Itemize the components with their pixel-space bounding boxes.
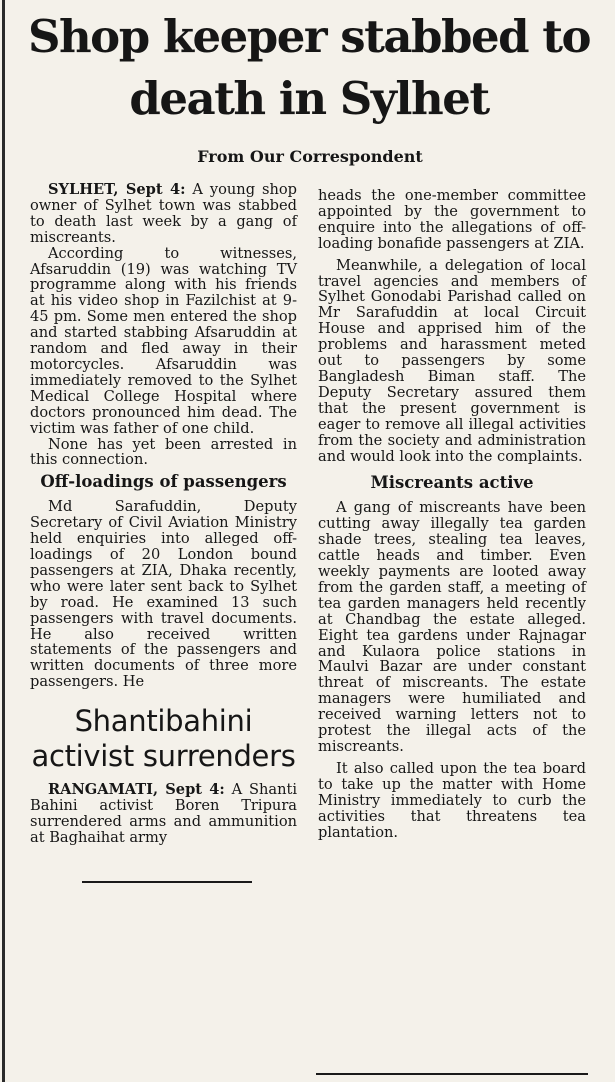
body-paragraph: Meanwhile, a delegation of local travel agencies and members of Sylhet Gonodabi Parishad called on Mr Sarafuddin at local Circuit House and apprised him of the problems and harassment meted out to passengers by some Bangladesh Biman staff. The Deputy Secretary assured them that the present government is eager to remove all illegal activities from the society and administration and would look into the complaints.	[318, 256, 586, 465]
lead-paragraph	[30, 182, 297, 246]
second-article-lead	[30, 782, 297, 846]
dateline: RANGAMATI, Sept 4:	[48, 781, 225, 799]
body-paragraph: A gang of miscreants have been cutting away illegally tea garden shade trees, stealing tea leaves, cattle heads and timber. Even weekly payments are looted away from the garden staff, a meeting of tea garden managers held recently at Chandbag the estate alleged. Eight tea gardens under Rajnagar and Kulaora police stations in Maulvi Bazar are under constant threat of miscreants. The estate managers were humiliated and received warning letters not to protest the illegal acts of the miscreants.	[318, 499, 586, 755]
pen-underline	[82, 881, 252, 883]
pen-underline	[316, 1073, 588, 1075]
column-rule	[2, 0, 5, 1082]
dateline: SYLHET, Sept 4:	[48, 181, 186, 198]
second-article-headline: Shantibahini activist surrenders	[31, 704, 296, 774]
body-paragraph: Md Sarafuddin, Deputy Secretary of Civil Aviation Ministry held enquiries into alleged off-loadings of 20 London bound passengers at ZIA, Dhaka recently, who were later sent back to Sylhet by road. He examined 13 such passengers with travel documents. He also received written statements of the passengers and written documents of three more passengers. He	[30, 498, 297, 691]
lead-text: A young shop owner of Sylhet town was stabbed to death last week by a gang of miscreants.	[30, 181, 297, 246]
subhead-offloading: Off-loadings of passengers	[40, 472, 287, 492]
left-column	[30, 182, 297, 846]
byline: From Our Correspondent	[197, 147, 423, 166]
subhead-miscreants: Miscreants active	[370, 473, 534, 493]
right-column	[318, 188, 586, 840]
body-paragraph: heads the one-member committee appointed by the government to enquire into the allegations of off-loading bonafide passengers at ZIA.	[318, 187, 586, 252]
main-headline: Shop keeper stabbed to death in Sylhet	[27, 10, 591, 125]
body-paragraph: None has yet been arrested in this connection.	[30, 435, 297, 469]
body-paragraph: It also called upon the tea board to take up the matter with Home Ministry immediately to curb the activities that threatens tea plantation.	[318, 759, 586, 841]
lead-text: A Shanti Bahini activist Boren Tripura surrendered arms and ammunition at Baghaihat army	[30, 781, 298, 846]
body-paragraph: According to witnesses, Afsaruddin (19) was watching TV programme along with his friends at his video shop in Fazilchist at 9-45 pm. Some men entered the shop and started stabbing Afsaruddin at random and fled away in their motorcycles. Afsaruddin was immediately removed to the Sylhet Medical College Hospital where doctors pronounced him dead. The victim was father of one child.	[30, 244, 297, 437]
